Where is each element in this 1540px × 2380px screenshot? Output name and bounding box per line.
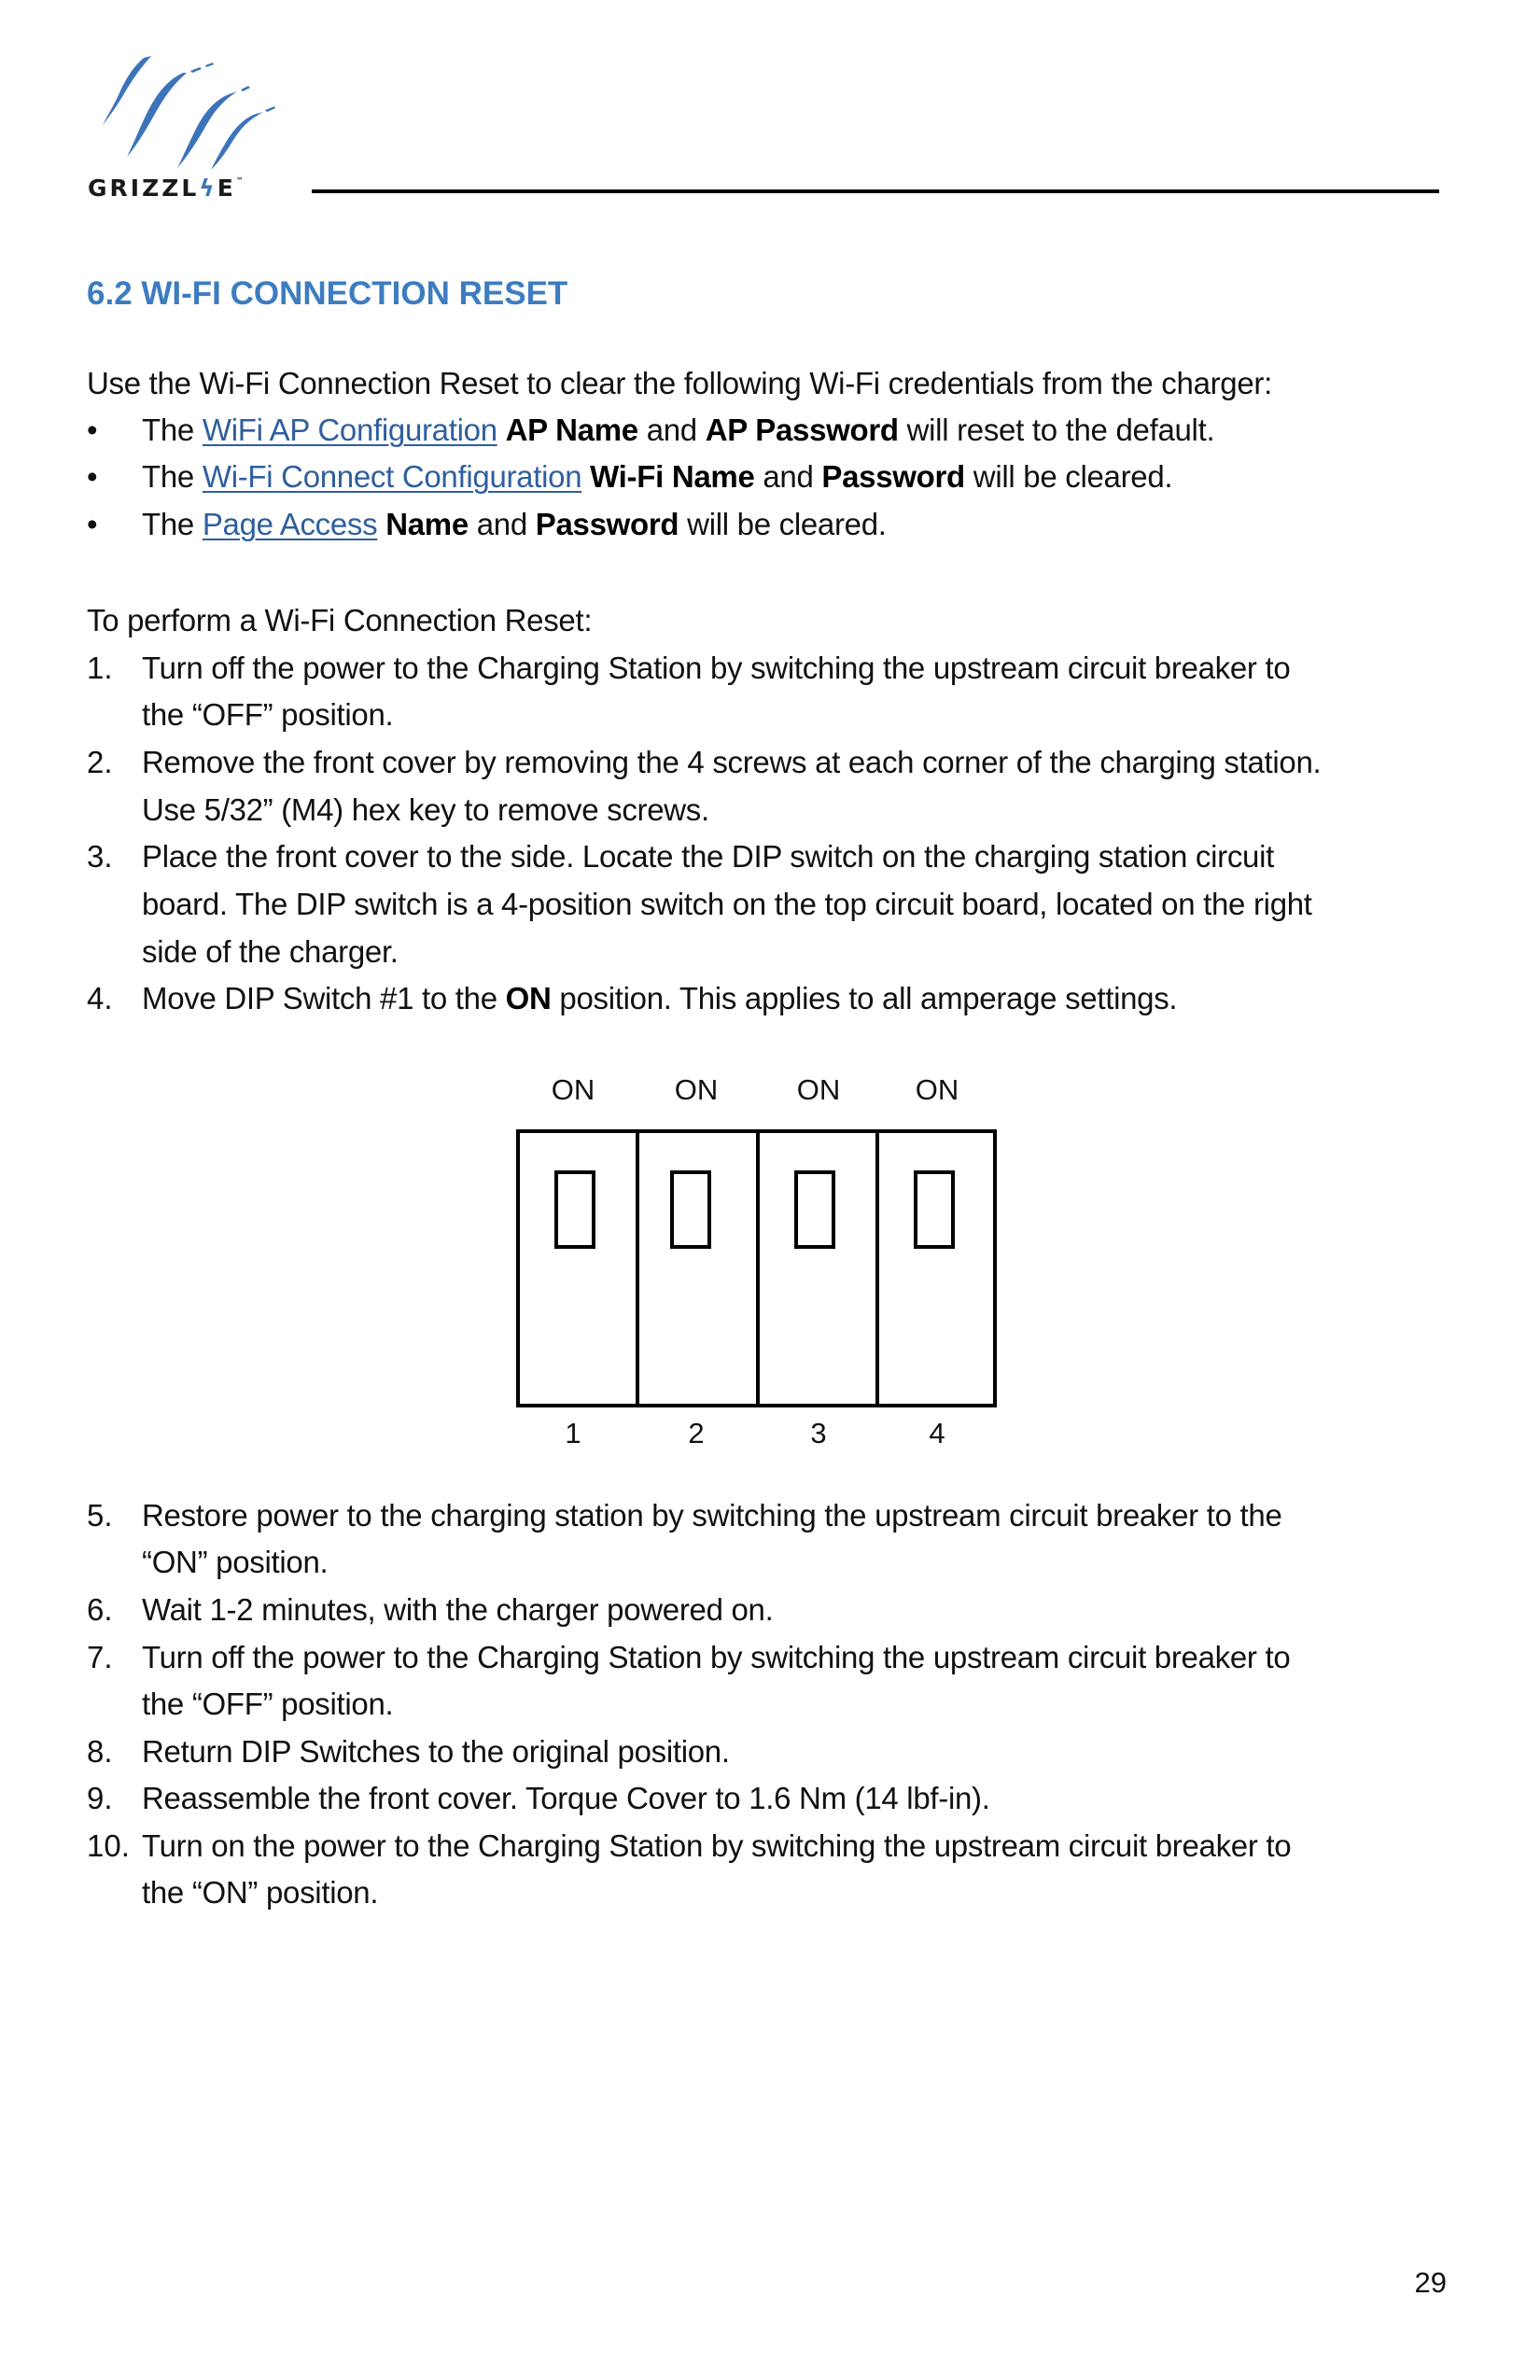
step-number: 1.: [87, 651, 113, 685]
dip-on-label: ON: [796, 1073, 841, 1106]
page-number: 29: [1414, 2266, 1447, 2299]
dip-switch-4: [875, 1129, 997, 1407]
dip-number-label: 1: [565, 1417, 581, 1449]
dip-switch-knob: [670, 1170, 711, 1249]
dip-switch-2: [636, 1129, 760, 1407]
intro-text: Use the Wi-Fi Connection Reset to clear the following Wi-Fi credentials from the charger:: [87, 366, 1272, 400]
dip-number-label: 4: [929, 1417, 945, 1449]
dip-number-label: 2: [688, 1417, 705, 1449]
dip-on-label: ON: [915, 1073, 959, 1106]
step-number: 3.: [87, 839, 113, 874]
dip-on-label: ON: [551, 1073, 595, 1106]
wifi-connect-configuration-link[interactable]: Wi-Fi Connect Configuration: [202, 459, 582, 494]
step-number: 8.: [87, 1734, 113, 1769]
page-access-link[interactable]: Page Access: [202, 507, 378, 541]
claw-marks-icon: [86, 49, 291, 175]
dip-switch-1: [516, 1129, 639, 1407]
dip-on-label: ON: [674, 1073, 719, 1106]
step-number: 5.: [87, 1498, 113, 1533]
dip-switch-knob: [914, 1170, 955, 1249]
dip-number-label: 3: [810, 1417, 827, 1449]
grizzle-logo: [86, 49, 291, 207]
step-number: 4.: [87, 981, 113, 1015]
dip-switch-3: [756, 1129, 879, 1407]
step-number: 2.: [87, 745, 113, 779]
section-heading: 6.2 WI-FI CONNECTION RESET: [87, 275, 568, 312]
bullet-icon: •: [87, 413, 98, 447]
dip-switch-block: [516, 1129, 997, 1407]
dip-switch-knob: [794, 1170, 835, 1249]
brand-wordmark: GRIZZLϟE™: [88, 175, 244, 202]
step-number: 7.: [87, 1640, 113, 1674]
dip-switch-knob: [554, 1170, 595, 1249]
wifi-ap-configuration-link[interactable]: WiFi AP Configuration: [202, 413, 497, 447]
lightning-bolt-icon: ϟ: [199, 175, 217, 202]
procedure-intro: To perform a Wi-Fi Connection Reset:: [87, 603, 593, 637]
header-divider: [312, 189, 1439, 193]
bullet-icon: •: [87, 507, 98, 541]
step-number: 6.: [87, 1592, 113, 1627]
step-number: 10.: [87, 1828, 130, 1863]
step-number: 9.: [87, 1781, 113, 1815]
bullet-icon: •: [87, 459, 98, 494]
